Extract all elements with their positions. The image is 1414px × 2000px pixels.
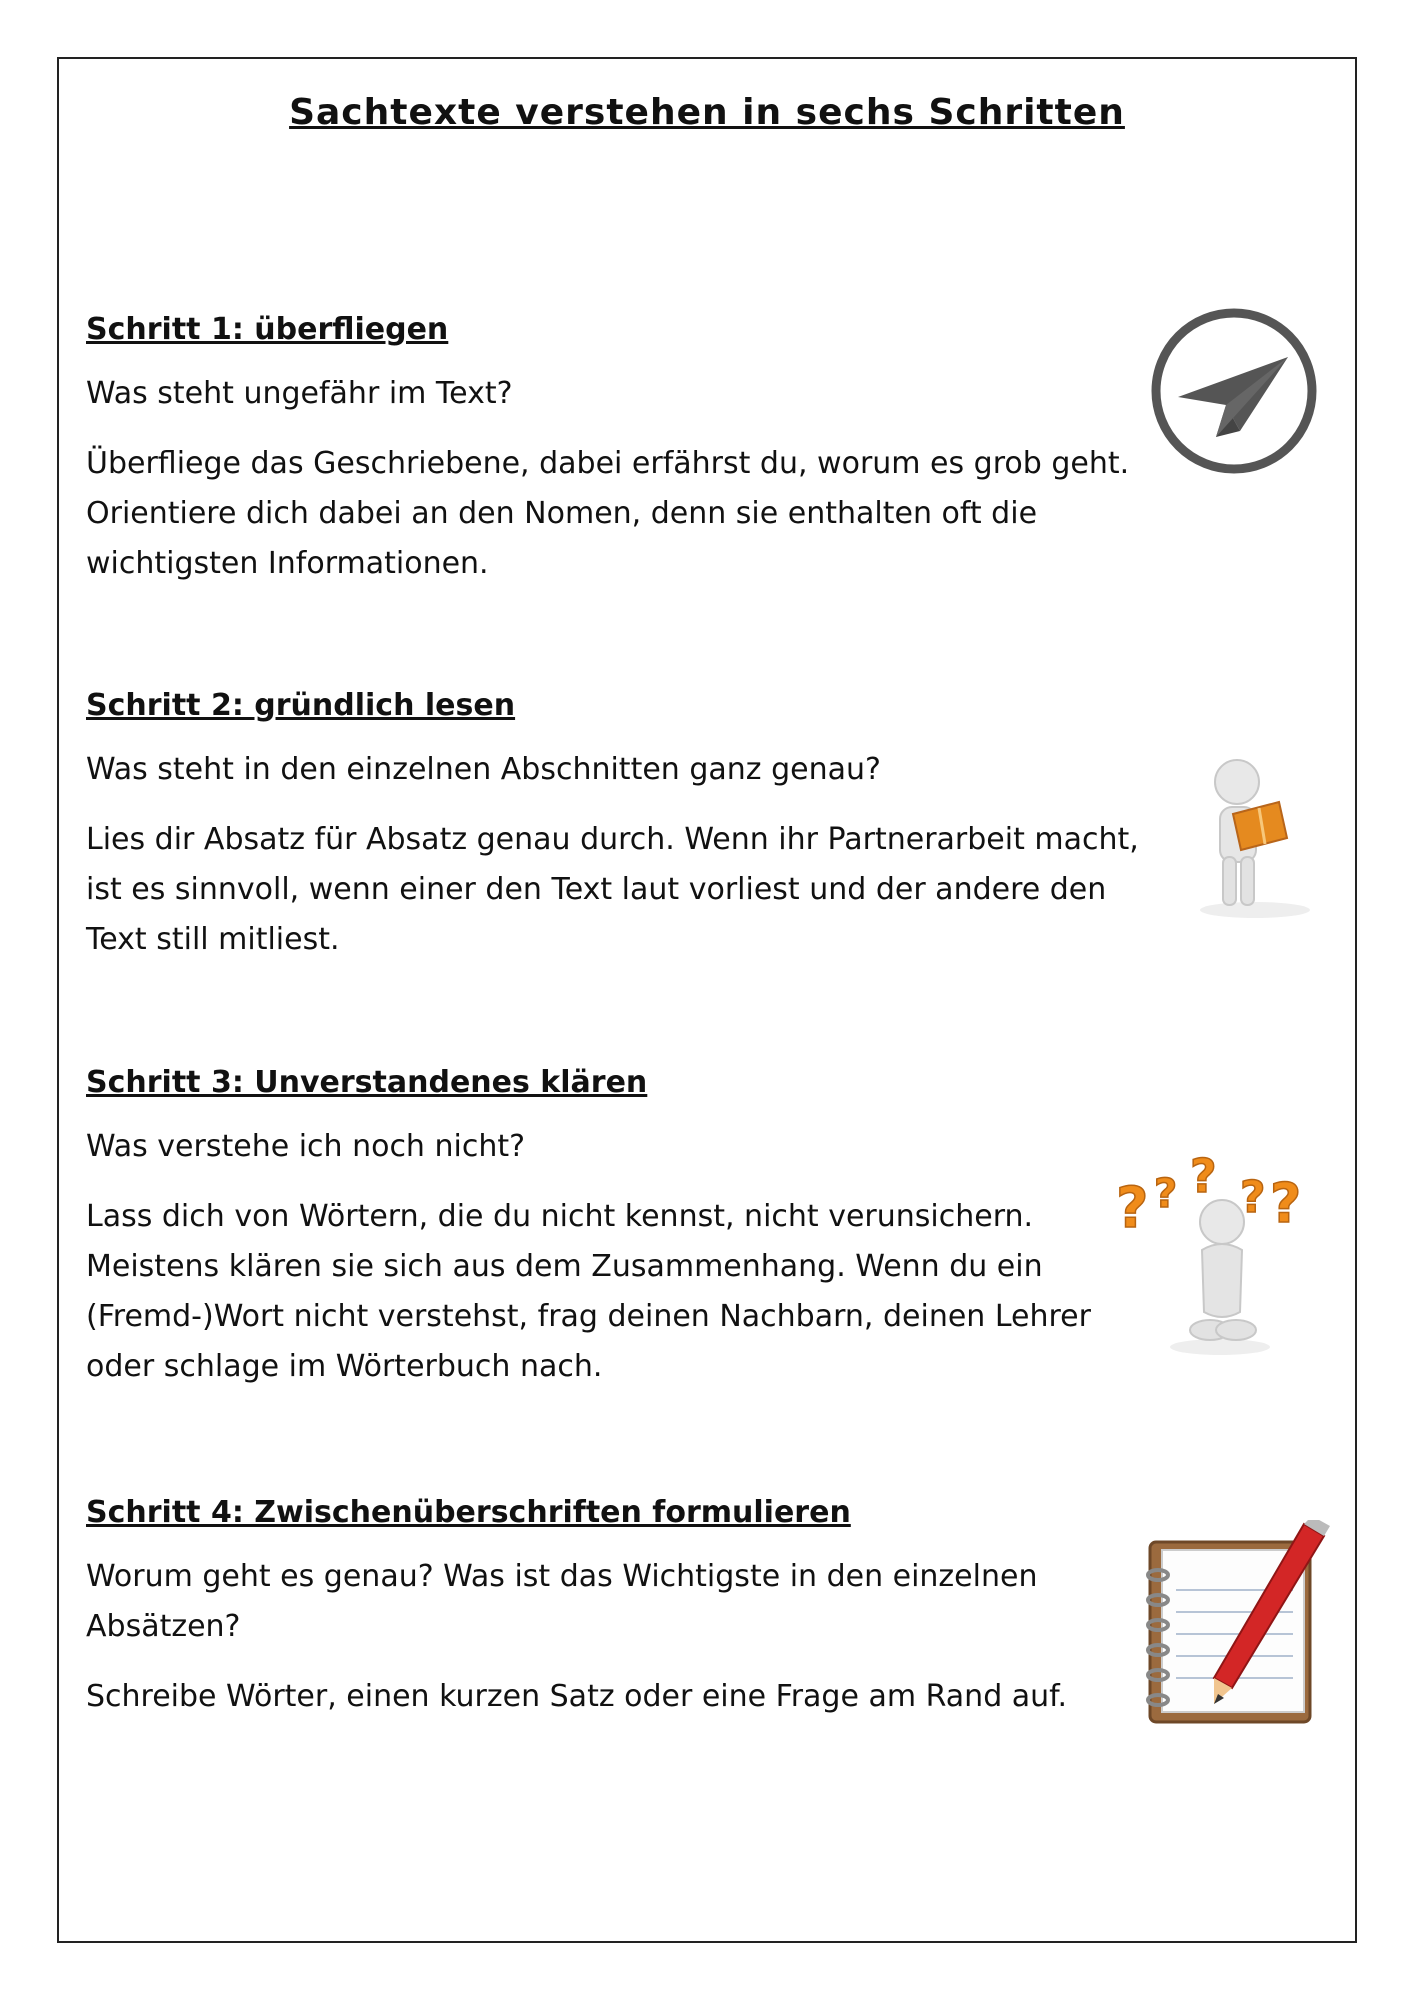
step-3-section xyxy=(86,1065,1149,1392)
step-2-heading: Schritt 2: gründlich lesen xyxy=(86,688,516,723)
step-1-body: Überfliege das Geschriebene, dabei erfährst du, worum es grob geht. Orientiere dich dabei an den Nomen, denn sie enthalten oft die wichtigsten Informationen. xyxy=(86,446,1130,581)
svg-text:?: ? xyxy=(1240,1172,1266,1223)
svg-text:?: ? xyxy=(1270,1172,1302,1235)
step-1-section xyxy=(86,312,1166,589)
svg-text:?: ? xyxy=(1116,1176,1149,1241)
step-4-question: Worum geht es genau? Was ist das Wichtigste in den einzelnen Absätzen? xyxy=(86,1559,1038,1644)
step-3-body: Lass dich von Wörtern, die du nicht kennst, nicht verunsichern. Meistens klären sie sich aus dem Zusammenhang. Wenn du ein (Fremd-)Wort nicht verstehst, frag deinen Nachbarn, deinen Lehrer oder schlage im Wörterbuch nach. xyxy=(86,1199,1091,1384)
svg-text:?: ? xyxy=(1154,1171,1178,1217)
step-1-heading: Schritt 1: überfliegen xyxy=(86,312,449,347)
step-2-body: Lies dir Absatz für Absatz genau durch. Wenn ihr Partnerarbeit macht, ist es sinnvoll, wenn einer den Text laut vorliest und der andere den Text still mitliest. xyxy=(86,822,1139,957)
question-marks-figure-icon xyxy=(1110,1142,1320,1366)
step-4-section xyxy=(86,1495,1146,1722)
svg-text:?: ? xyxy=(1190,1149,1217,1203)
step-2-section xyxy=(86,688,1146,965)
paper-plane-icon xyxy=(1148,305,1320,481)
step-1-question: Was steht ungefähr im Text? xyxy=(86,376,513,411)
step-3-question: Was verstehe ich noch nicht? xyxy=(86,1129,526,1164)
step-4-heading: Schritt 4: Zwischenüberschriften formulieren xyxy=(86,1495,851,1530)
page-title: Sachtexte verstehen in sechs Schritten xyxy=(289,92,1125,133)
step-2-question: Was steht in den einzelnen Abschnitten ganz genau? xyxy=(86,752,881,787)
reading-figure-icon xyxy=(1175,752,1335,926)
step-3-heading: Schritt 3: Unverstandenes klären xyxy=(86,1065,648,1100)
notepad-pencil-icon xyxy=(1128,1520,1338,1749)
step-4-body: Schreibe Wörter, einen kurzen Satz oder eine Frage am Rand auf. xyxy=(86,1679,1068,1714)
